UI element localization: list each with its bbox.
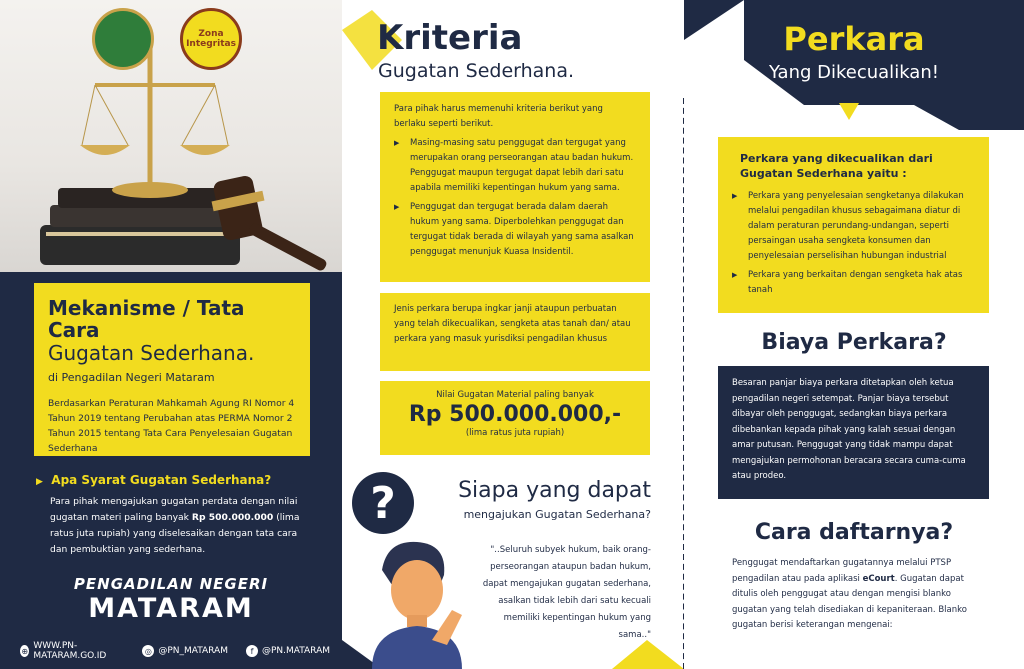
mechanism-box [34, 283, 310, 456]
left-panel [0, 0, 342, 669]
value-amount: Rp 500.000.000,- [408, 402, 622, 427]
facebook-link[interactable] [246, 645, 330, 657]
ma-seal-logo [92, 8, 154, 70]
who-subtitle: mengajukan Gugatan Sederhana? [463, 508, 651, 521]
who-quote: "..Seluruh subyek hukum, baik orang-perseorangan ataupun badan hukum, dapat mengajukan gugatan sederhana, asalkan tidak lebih dari satu kecuali memiliki kepentingan hukum yang sama.." [482, 545, 651, 640]
instagram-text: @PN_MATARAM [158, 646, 228, 656]
requirement-title: Apa Syarat Gugatan Sederhana? [51, 473, 272, 487]
value-label: Nilai Gugatan Material paling banyak [436, 390, 594, 400]
cost-title: Biaya Perkara? [761, 330, 947, 355]
instagram-link[interactable] [142, 645, 228, 657]
facebook-icon: f [246, 645, 258, 657]
register-body [732, 556, 978, 634]
scale-and-gavel-illustration [0, 0, 342, 272]
criteria-subtitle: Gugatan Sederhana. [378, 60, 575, 82]
value-box [380, 381, 650, 455]
right-panel [684, 0, 1024, 669]
mechanism-body: Berdasarkan Peraturan Mahkamah Agung RI Nomor 4 Tahun 2019 tentang Perubahan atas PERMA Nomor 2 Tahun 2015 tentang Tata Cara Penyelesaian Gugatan Sederhana [48, 398, 295, 454]
court-name-line2: MATARAM [88, 593, 254, 624]
criteria-box [380, 92, 650, 282]
excluded-item: ▶ Perkara yang berkaitan dengan sengketa hak atas tanah [732, 268, 975, 298]
question-mark: ? [370, 477, 396, 529]
triangle-bullet-icon: ▶ [36, 477, 43, 487]
excluded-heading: Perkara yang dikecualikan dari Gugatan Sederhana yaitu : [740, 152, 933, 180]
case-types-text: Jenis perkara berupa ingkar janji ataupun perbuatan yang telah dikecualikan, sengketa atas tanah dan/ atau perkara yang masuk yurisdiksi pengadilan khusus [394, 304, 631, 344]
requirement-heading [36, 473, 271, 487]
value-note: (lima ratus juta rupiah) [465, 428, 565, 438]
register-text-2: . Gugatan dapat ditulis oleh penggugat atau dengan mengisi blanko gugatan yang telah disediakan di kepaniteraan. Blanko gugatan berisi keterangan mengenai: [732, 573, 967, 630]
mechanism-location: di Pengadilan Negeri Mataram [48, 371, 215, 384]
requirement-text-1: Para pihak mengajukan gugatan perdata dengan nilai gugatan materi paling banyak [50, 496, 298, 523]
criteria-intro: Para pihak harus memenuhi kriteria berikut yang berlaku seperti berikut. [394, 104, 603, 129]
criteria-item: ▶ Masing-masing satu penggugat dan tergugat yang merupakan orang perseorangan atau badan hukum. Penggugat maupun tergugat dapat lebih dari satu apabila memiliki kepentingan hukum yang sama. [394, 136, 636, 196]
requirement-body [50, 494, 306, 558]
mechanism-title: Mekanisme / Tata Cara [48, 296, 245, 342]
facebook-text: @PN.MATARAM [261, 646, 330, 656]
excluded-item: ▶ Perkara yang penyelesaian sengketanya dilakukan melalui pengadilan khusus sebagaimana diatur di dalam peraturan perundang-undangan, seperti persaingan usaha sengketa konsumen dan penyelesaian perselisihan hubungan industrial [732, 189, 975, 264]
court-name-line1: PENGADILAN NEGERI [73, 575, 269, 593]
globe-icon: ⊕ [21, 646, 29, 656]
requirement-text-2: (lima ratus juta rupiah) yang diselesaikan dengan tata cara dan pembuktian yang sederhana. [50, 512, 300, 555]
question-bubble-icon [352, 472, 414, 534]
register-title: Cara daftarnya? [754, 520, 954, 545]
zona-integritas-logo [180, 8, 242, 70]
criteria-item: ▶ Penggugat dan tergugat berada dalam daerah hukum yang sama. Diperbolehkan penggugat dan tergugat tidak berada di wilayah yang sama asalkan penggugat menunjuk Kuasa Insidentil. [394, 200, 636, 260]
social-footer [20, 641, 330, 661]
register-text-1: Penggugat mendaftarkan gugatannya melalui PTSP pengadilan atau pada aplikasi [732, 558, 952, 584]
excluded-title: Perkara [783, 20, 925, 58]
cost-box [718, 366, 989, 499]
justice-scale-photo [0, 0, 342, 272]
cost-body: Besaran panjar biaya perkara ditetapkan oleh ketua pengadilan negeri setempat. Panjar biaya tersebut dibayar oleh penggugat, sedangkan biaya perkara dibebankan kepada pihak yang kalah sesuai dengan amar putusan. Penggugat yang tidak mampu dapat mengajukan permohonan beracara secara cuma-cuma atau prodeo. [732, 378, 966, 481]
ecourt-label: eCourt [862, 573, 895, 584]
instagram-icon: ◎ [142, 645, 154, 657]
website-link[interactable] [20, 641, 124, 661]
excluded-subtitle: Yang Dikecualikan! [769, 62, 939, 83]
case-types-box [380, 293, 650, 371]
mechanism-subtitle: Gugatan Sederhana. [48, 341, 255, 365]
middle-panel [342, 0, 684, 669]
who-title: Siapa yang dapat [458, 478, 651, 503]
thinking-man-illustration [362, 530, 472, 669]
website-text: WWW.PN-MATARAM.GO.ID [33, 641, 107, 661]
excluded-box [718, 137, 989, 313]
requirement-amount: Rp 500.000.000 [191, 512, 274, 523]
zona-integritas-text: Zona Integritas [186, 29, 236, 49]
criteria-title: Kriteria [377, 18, 523, 58]
